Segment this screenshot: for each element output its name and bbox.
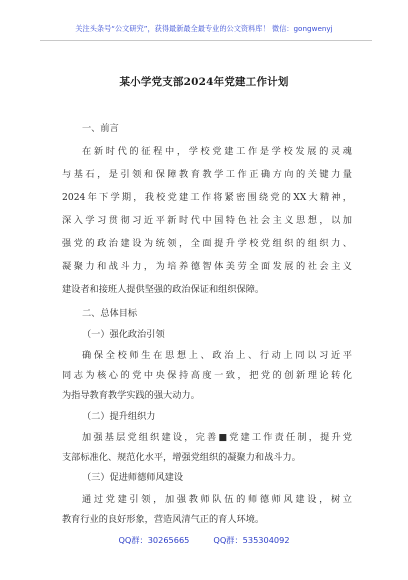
paragraph-line: 深入学习贯彻习近平新时代中国特色社会主义思想，以加: [62, 215, 352, 226]
header-divider: [40, 40, 372, 41]
paragraph-line: 确保全校师生在思想上、政治上、行动上同以习近平: [82, 350, 352, 361]
paragraph-line: 加强基层党组织建设，完善■党建工作责任制，提升党: [82, 432, 352, 443]
paragraph-line: 为指导教育教学实践的强大动力。: [62, 390, 200, 401]
footer-contact: [0, 535, 408, 546]
subsection-heading-goal2: （二）提升组织力: [82, 411, 156, 422]
promo-banner: 关注头条号“公文研究”，获得最新最全最专业的公文资料库！ 微信：gongwenyj: [75, 24, 333, 33]
document-title: 某小学党支部2024年党建工作计划: [119, 76, 289, 88]
section-heading-preface: 一、前言: [82, 123, 119, 134]
paragraph-line: 凝聚力和战斗力，为培养德智体美劳全面发展的社会主义: [62, 261, 352, 272]
subsection-heading-goal1: （一）强化政治引领: [82, 329, 165, 340]
paragraph-line: 强党的政治建设为统领，全面提升学校党组织的组织力、: [62, 238, 352, 249]
paragraph-line: 2024年下学期，我校党建工作将紧密围绕党的XX大精神，: [62, 192, 352, 203]
paragraph-line: 与基石，是引领和保障教育教学工作正确方向的关键力量: [62, 169, 352, 180]
qq-group-1: QQ群：30265665: [118, 535, 190, 545]
paragraph-line: 在新时代的征程中，学校党建工作是学校发展的灵魂: [82, 146, 352, 157]
paragraph-line: 同志为核心的党中央保持高度一致，把党的创新理论转化: [62, 370, 352, 381]
paragraph-line: 建设者和接班人提供坚强的政治保证和组织保障。: [62, 284, 265, 295]
section-heading-goals: 二、总体目标: [82, 308, 138, 319]
subsection-heading-goal3: （三）促进师德师风建设: [82, 472, 184, 483]
paragraph-line: 教育行业的良好形象，营造风清气正的育人环境。: [62, 514, 265, 525]
qq-group-2: QQ群：535304092: [213, 535, 290, 545]
paragraph-line: 通过党建引领，加强教师队伍的师德师风建设，树立: [82, 494, 352, 505]
paragraph-line: 支部标准化、规范化水平，增强党组织的凝聚力和战斗力。: [62, 452, 301, 463]
